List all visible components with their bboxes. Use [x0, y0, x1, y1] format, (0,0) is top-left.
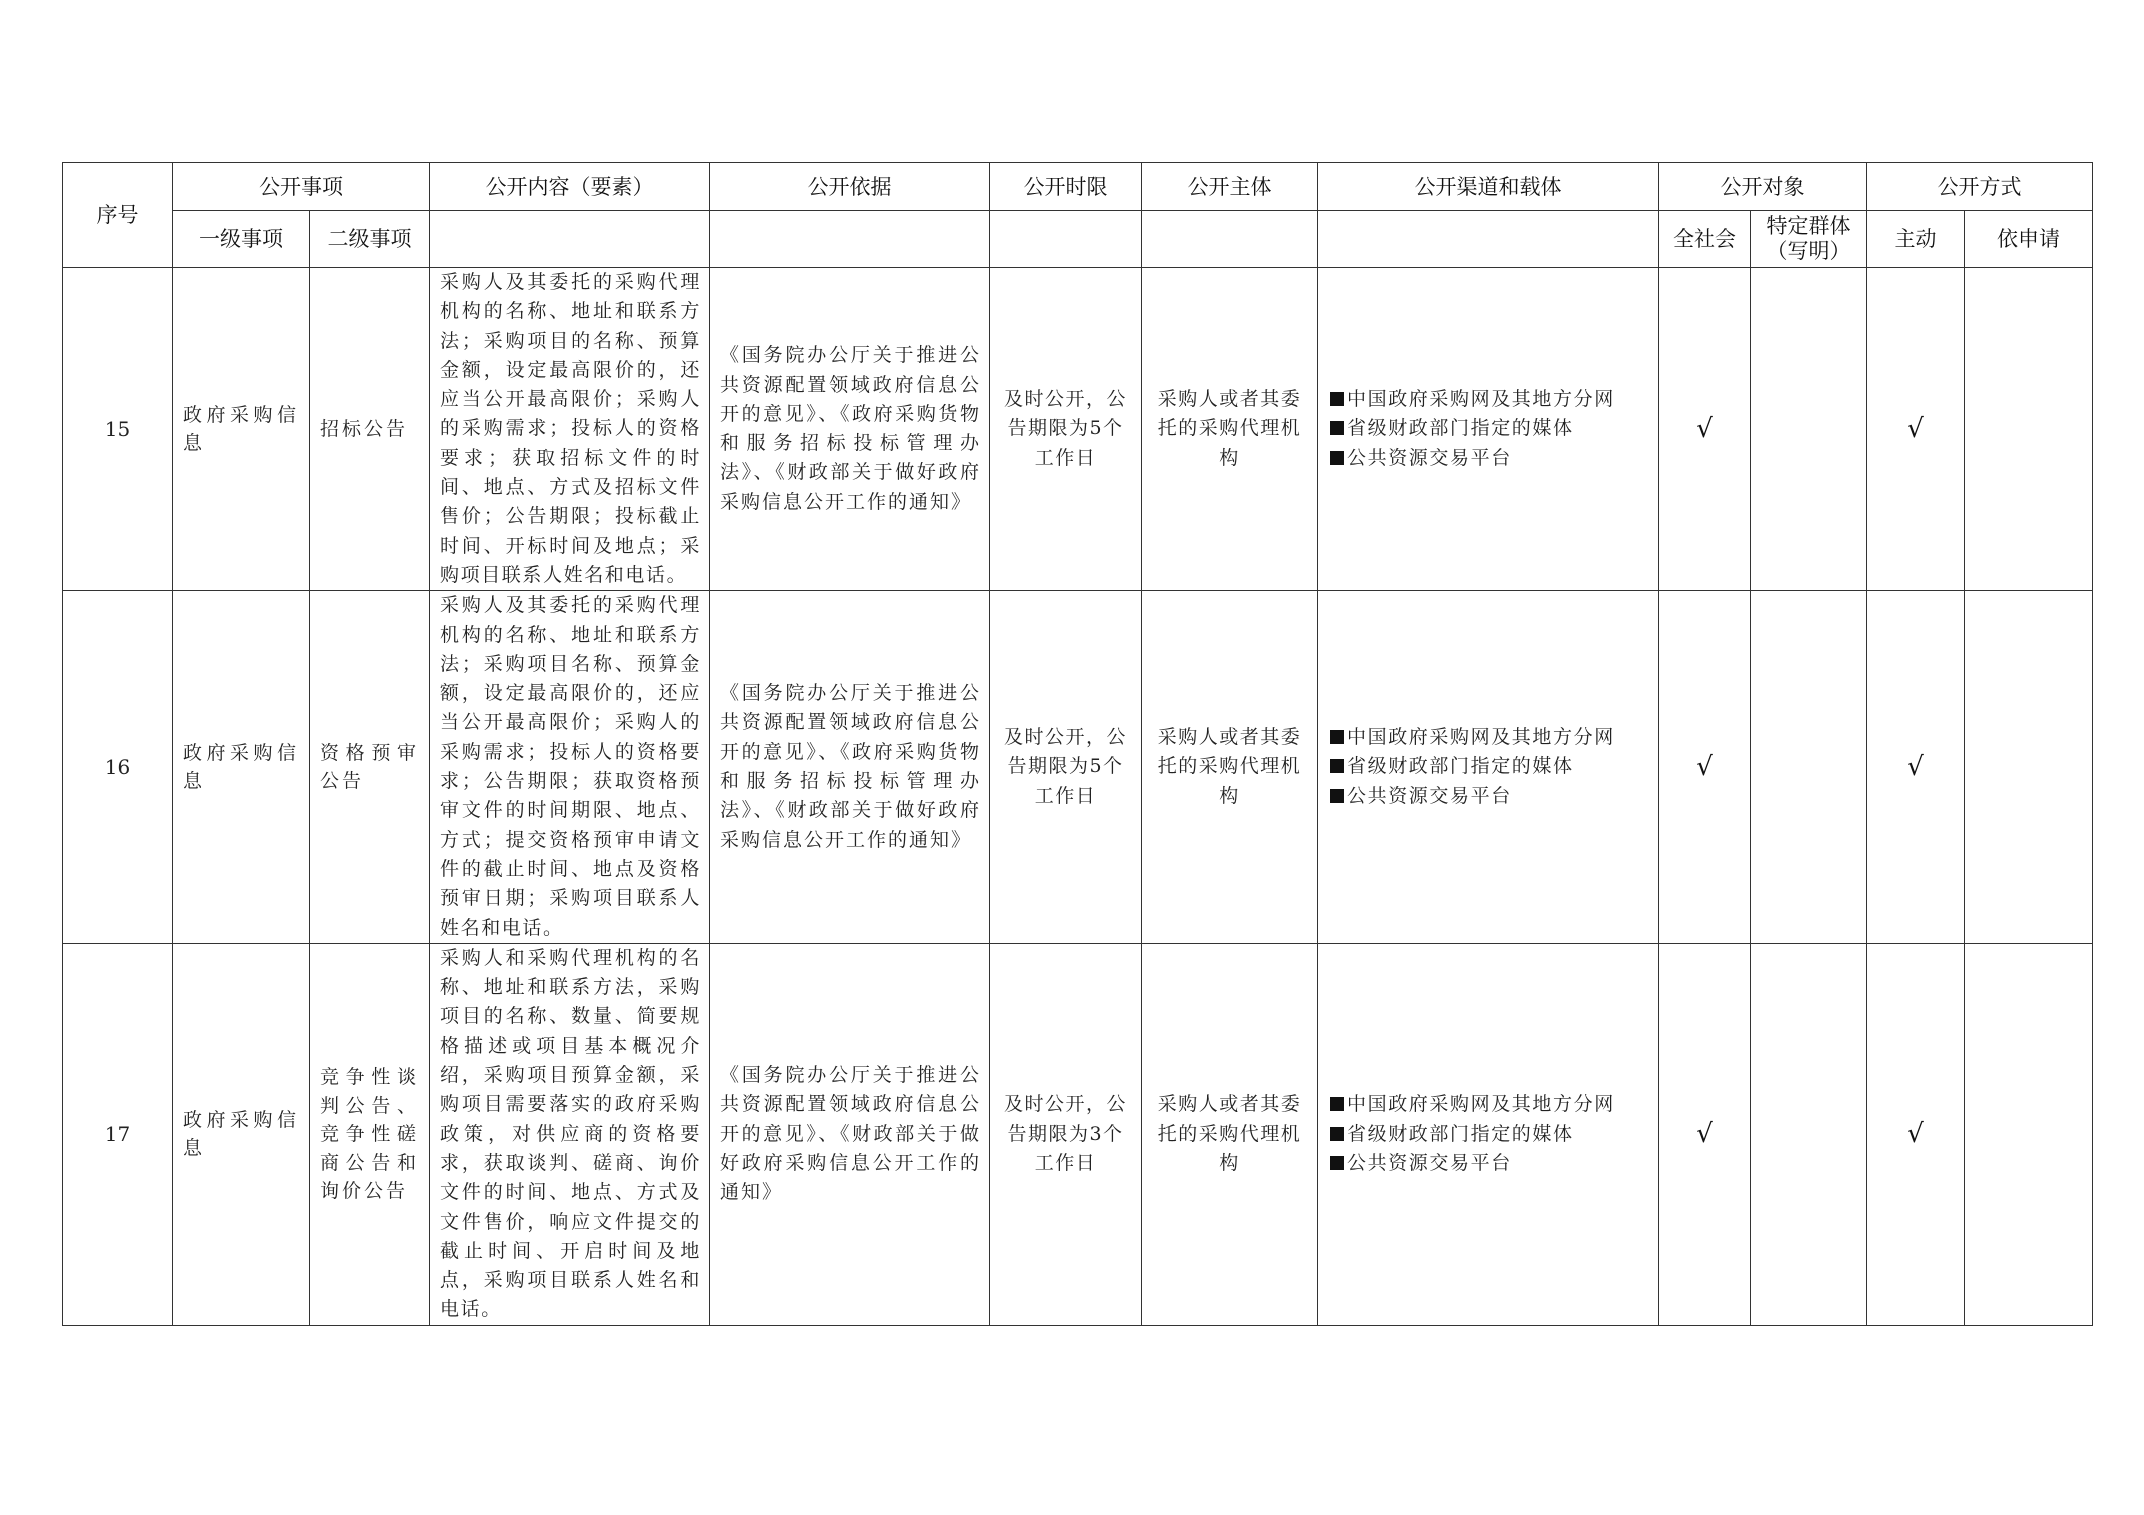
method-active-check: √	[1867, 943, 1965, 1325]
row-basis: 《国务院办公厅关于推进公共资源配置领域政府信息公开的意见》、《政府采购货物和服务招标投标管理办法》、《财政部关于做好政府采购信息公开工作的通知》	[710, 268, 990, 591]
target-all-check: √	[1659, 943, 1751, 1325]
header-level1: 一级事项	[173, 211, 310, 268]
channel-item: 公共资源交易平台	[1330, 444, 1650, 473]
row-content: 采购人及其委托的采购代理机构的名称、地址和联系方法；采购项目名称、预算金额，设定最高限价的，还应当公开最高限价；采购人的采购需求；投标人的资格要求；公告期限；获取资格预审文件的时间期限、地点、方式；提交资格预审申请文件的截止时间、地点及资格预审日期；采购项目联系人姓名和电话。	[430, 591, 710, 944]
row-content: 采购人和采购代理机构的名称、地址和联系方法，采购项目的名称、数量、简要规格描述或项目基本概况介绍，采购项目预算金额，采购项目需要落实的政府采购政策，对供应商的资格要求，获取谈判、磋商、询价文件的时间、地点、方式及文件售价，响应文件提交的截止时间、开启时间及地点，采购项目联系人姓名和电话。	[430, 943, 710, 1325]
row-level2: 招标公告	[310, 268, 430, 591]
header-content-blank	[430, 211, 710, 268]
header-row-2	[63, 211, 2093, 268]
table-row	[63, 943, 2093, 1325]
header-seq: 序号	[63, 163, 173, 268]
header-content: 公开内容（要素）	[430, 163, 710, 211]
target-specific-cell	[1751, 591, 1867, 944]
row-subject: 采购人或者其委托的采购代理机构	[1142, 591, 1318, 944]
channel-item: 中国政府采购网及其地方分网	[1330, 1090, 1650, 1119]
header-target-specific-line1: 特定群体	[1766, 214, 1851, 238]
row-time-limit: 及时公开，公告期限为3个工作日	[990, 943, 1142, 1325]
channel-item: 省级财政部门指定的媒体	[1330, 1120, 1650, 1149]
channel-item: 中国政府采购网及其地方分网	[1330, 723, 1650, 752]
row-time-limit: 及时公开，公告期限为5个工作日	[990, 268, 1142, 591]
table-row	[63, 591, 2093, 944]
black-square-icon	[1330, 759, 1344, 773]
header-target-specific	[1751, 211, 1867, 268]
header-target-all: 全社会	[1659, 211, 1751, 268]
header-target: 公开对象	[1659, 163, 1867, 211]
row-seq: 17	[63, 943, 173, 1325]
row-seq: 15	[63, 268, 173, 591]
header-row-1	[63, 163, 2093, 211]
row-channels	[1318, 591, 1659, 944]
black-square-icon	[1330, 789, 1344, 803]
target-all-check: √	[1659, 268, 1751, 591]
black-square-icon	[1330, 421, 1344, 435]
row-seq: 16	[63, 591, 173, 944]
channel-item: 省级财政部门指定的媒体	[1330, 752, 1650, 781]
black-square-icon	[1330, 1097, 1344, 1111]
target-specific-cell	[1751, 943, 1867, 1325]
disclosure-table	[62, 162, 2093, 1326]
header-basis: 公开依据	[710, 163, 990, 211]
header-time-blank	[990, 211, 1142, 268]
row-level1: 政府采购信息	[173, 591, 310, 944]
row-channels	[1318, 943, 1659, 1325]
header-subject-blank	[1142, 211, 1318, 268]
black-square-icon	[1330, 1156, 1344, 1170]
header-target-specific-line2: （写明）	[1766, 239, 1851, 263]
table-row	[63, 268, 2093, 591]
row-level2: 竞争性谈判公告、竞争性磋商公告和询价公告	[310, 943, 430, 1325]
black-square-icon	[1330, 451, 1344, 465]
black-square-icon	[1330, 730, 1344, 744]
channel-item: 公共资源交易平台	[1330, 782, 1650, 811]
method-apply-cell	[1965, 943, 2093, 1325]
row-channels	[1318, 268, 1659, 591]
row-subject: 采购人或者其委托的采购代理机构	[1142, 943, 1318, 1325]
row-basis: 《国务院办公厅关于推进公共资源配置领域政府信息公开的意见》、《财政部关于做好政府采购信息公开工作的通知》	[710, 943, 990, 1325]
channel-item: 公共资源交易平台	[1330, 1149, 1650, 1178]
row-subject: 采购人或者其委托的采购代理机构	[1142, 268, 1318, 591]
row-content: 采购人及其委托的采购代理机构的名称、地址和联系方法；采购项目的名称、预算金额，设定最高限价的，还应当公开最高限价；采购人的采购需求；投标人的资格要求；获取招标文件的时间、地点、方式及招标文件售价；公告期限；投标截止时间、开标时间及地点；采购项目联系人姓名和电话。	[430, 268, 710, 591]
header-channel-blank	[1318, 211, 1659, 268]
header-level2: 二级事项	[310, 211, 430, 268]
channel-item: 省级财政部门指定的媒体	[1330, 414, 1650, 443]
disclosure-table-sheet	[62, 162, 2092, 1326]
row-level1: 政府采购信息	[173, 268, 310, 591]
row-level1: 政府采购信息	[173, 943, 310, 1325]
method-apply-cell	[1965, 268, 2093, 591]
black-square-icon	[1330, 1127, 1344, 1141]
row-time-limit: 及时公开，公告期限为5个工作日	[990, 591, 1142, 944]
target-all-check: √	[1659, 591, 1751, 944]
header-method-apply: 依申请	[1965, 211, 2093, 268]
header-basis-blank	[710, 211, 990, 268]
header-method: 公开方式	[1867, 163, 2093, 211]
method-active-check: √	[1867, 591, 1965, 944]
row-basis: 《国务院办公厅关于推进公共资源配置领域政府信息公开的意见》、《政府采购货物和服务招标投标管理办法》、《财政部关于做好政府采购信息公开工作的通知》	[710, 591, 990, 944]
header-method-active: 主动	[1867, 211, 1965, 268]
header-time-limit: 公开时限	[990, 163, 1142, 211]
channel-item: 中国政府采购网及其地方分网	[1330, 385, 1650, 414]
method-active-check: √	[1867, 268, 1965, 591]
method-apply-cell	[1965, 591, 2093, 944]
black-square-icon	[1330, 392, 1344, 406]
header-item: 公开事项	[173, 163, 430, 211]
header-channel: 公开渠道和载体	[1318, 163, 1659, 211]
header-subject: 公开主体	[1142, 163, 1318, 211]
target-specific-cell	[1751, 268, 1867, 591]
row-level2: 资格预审公告	[310, 591, 430, 944]
